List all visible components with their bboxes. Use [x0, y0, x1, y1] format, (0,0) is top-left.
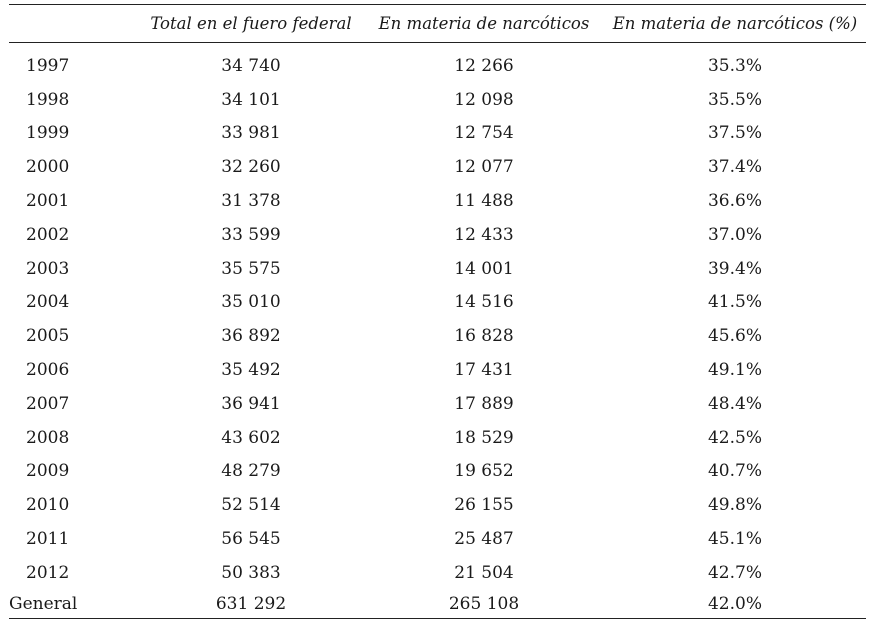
cell-narcotics-percent: 36.6%	[707, 191, 762, 212]
total-cell-year: General	[9, 590, 138, 619]
table-row	[9, 150, 866, 184]
total-cell-narcotics: 265 108	[364, 590, 604, 619]
cell-total-federal: 36 941	[221, 393, 281, 414]
cell-total-federal: 31 378	[221, 191, 281, 212]
table-row	[9, 522, 866, 556]
table-row	[9, 421, 866, 455]
total-row	[9, 590, 866, 619]
table-row	[9, 353, 866, 387]
table-row	[9, 218, 866, 252]
cell-total-federal: 35 575	[221, 258, 281, 279]
cell-narcotics: 12 077	[454, 157, 514, 178]
cell-narcotics-percent: 35.5%	[707, 89, 762, 110]
cell-narcotics-percent: 37.0%	[707, 224, 762, 245]
cell-narcotics: 12 433	[454, 224, 514, 245]
cell-year: 2011	[26, 529, 70, 550]
cell-year: 2002	[26, 224, 70, 245]
cell-narcotics-percent: 37.5%	[707, 123, 762, 144]
header-narcotics: En materia de narcóticos	[364, 4, 604, 43]
cell-year: 2000	[26, 157, 70, 178]
cell-year: 2006	[26, 360, 70, 381]
cell-year: 1998	[26, 89, 70, 110]
cell-narcotics: 21 504	[454, 562, 514, 583]
table-row	[9, 387, 866, 421]
cell-year: 2003	[26, 258, 70, 279]
cell-year: 2009	[26, 461, 70, 482]
cell-total-federal: 56 545	[221, 529, 281, 550]
cell-total-federal: 48 279	[221, 461, 281, 482]
cell-narcotics: 14 001	[454, 258, 514, 279]
table-row	[9, 117, 866, 151]
cell-narcotics: 12 266	[454, 55, 514, 76]
cell-total-federal: 34 740	[221, 55, 281, 76]
header-year	[9, 4, 138, 43]
table-row	[9, 252, 866, 286]
table-row	[9, 488, 866, 522]
cell-total-federal: 34 101	[221, 89, 281, 110]
cell-total-federal: 33 599	[221, 224, 281, 245]
cell-narcotics: 25 487	[454, 529, 514, 550]
cell-year: 2001	[26, 191, 70, 212]
cell-narcotics: 18 529	[454, 427, 514, 448]
cell-narcotics-percent: 37.4%	[707, 157, 762, 178]
cell-narcotics-percent: 35.3%	[707, 55, 762, 76]
cell-narcotics-percent: 42.7%	[707, 562, 762, 583]
cell-narcotics-percent: 42.5%	[707, 427, 762, 448]
header-total-federal: Total en el fuero federal	[138, 4, 364, 43]
cell-year: 2012	[26, 562, 70, 583]
cell-narcotics-percent: 49.8%	[707, 495, 762, 516]
cell-narcotics: 26 155	[454, 495, 514, 516]
cell-narcotics-percent: 45.1%	[707, 529, 762, 550]
narcotics-table	[9, 4, 866, 619]
table-row	[9, 556, 866, 590]
cell-narcotics: 11 488	[454, 191, 514, 212]
table-row	[9, 83, 866, 117]
table-row	[9, 286, 866, 320]
cell-total-federal: 35 492	[221, 360, 281, 381]
cell-year: 2007	[26, 393, 70, 414]
data-table-container	[9, 4, 866, 619]
cell-year: 2005	[26, 326, 70, 347]
cell-narcotics-percent: 41.5%	[707, 292, 762, 313]
cell-narcotics: 17 889	[454, 393, 514, 414]
cell-narcotics-percent: 40.7%	[707, 461, 762, 482]
cell-year: 2008	[26, 427, 70, 448]
cell-year: 2004	[26, 292, 70, 313]
table-row	[9, 319, 866, 353]
cell-total-federal: 33 981	[221, 123, 281, 144]
cell-narcotics: 17 431	[454, 360, 514, 381]
total-cell-total-federal: 631 292	[138, 590, 364, 619]
cell-narcotics: 12 754	[454, 123, 514, 144]
cell-narcotics: 14 516	[454, 292, 514, 313]
table-row	[9, 455, 866, 489]
table-row	[9, 184, 866, 218]
top-rule	[9, 4, 866, 5]
cell-year: 1999	[26, 123, 70, 144]
cell-total-federal: 50 383	[221, 562, 281, 583]
cell-total-federal: 52 514	[221, 495, 281, 516]
cell-narcotics: 19 652	[454, 461, 514, 482]
cell-narcotics-percent: 39.4%	[707, 258, 762, 279]
cell-year: 2010	[26, 495, 70, 516]
table-body	[9, 43, 866, 619]
cell-total-federal: 32 260	[221, 157, 281, 178]
cell-year: 1997	[26, 55, 70, 76]
total-cell-narcotics-percent: 42.0%	[604, 590, 866, 619]
cell-narcotics: 12 098	[454, 89, 514, 110]
cell-narcotics-percent: 48.4%	[707, 393, 762, 414]
cell-total-federal: 35 010	[221, 292, 281, 313]
header-narcotics-percent: En materia de narcóticos (%)	[604, 4, 866, 43]
cell-narcotics: 16 828	[454, 326, 514, 347]
cell-narcotics-percent: 49.1%	[707, 360, 762, 381]
header-row	[9, 4, 866, 43]
table-row	[9, 43, 866, 83]
cell-total-federal: 36 892	[221, 326, 281, 347]
cell-narcotics-percent: 45.6%	[707, 326, 762, 347]
cell-total-federal: 43 602	[221, 427, 281, 448]
